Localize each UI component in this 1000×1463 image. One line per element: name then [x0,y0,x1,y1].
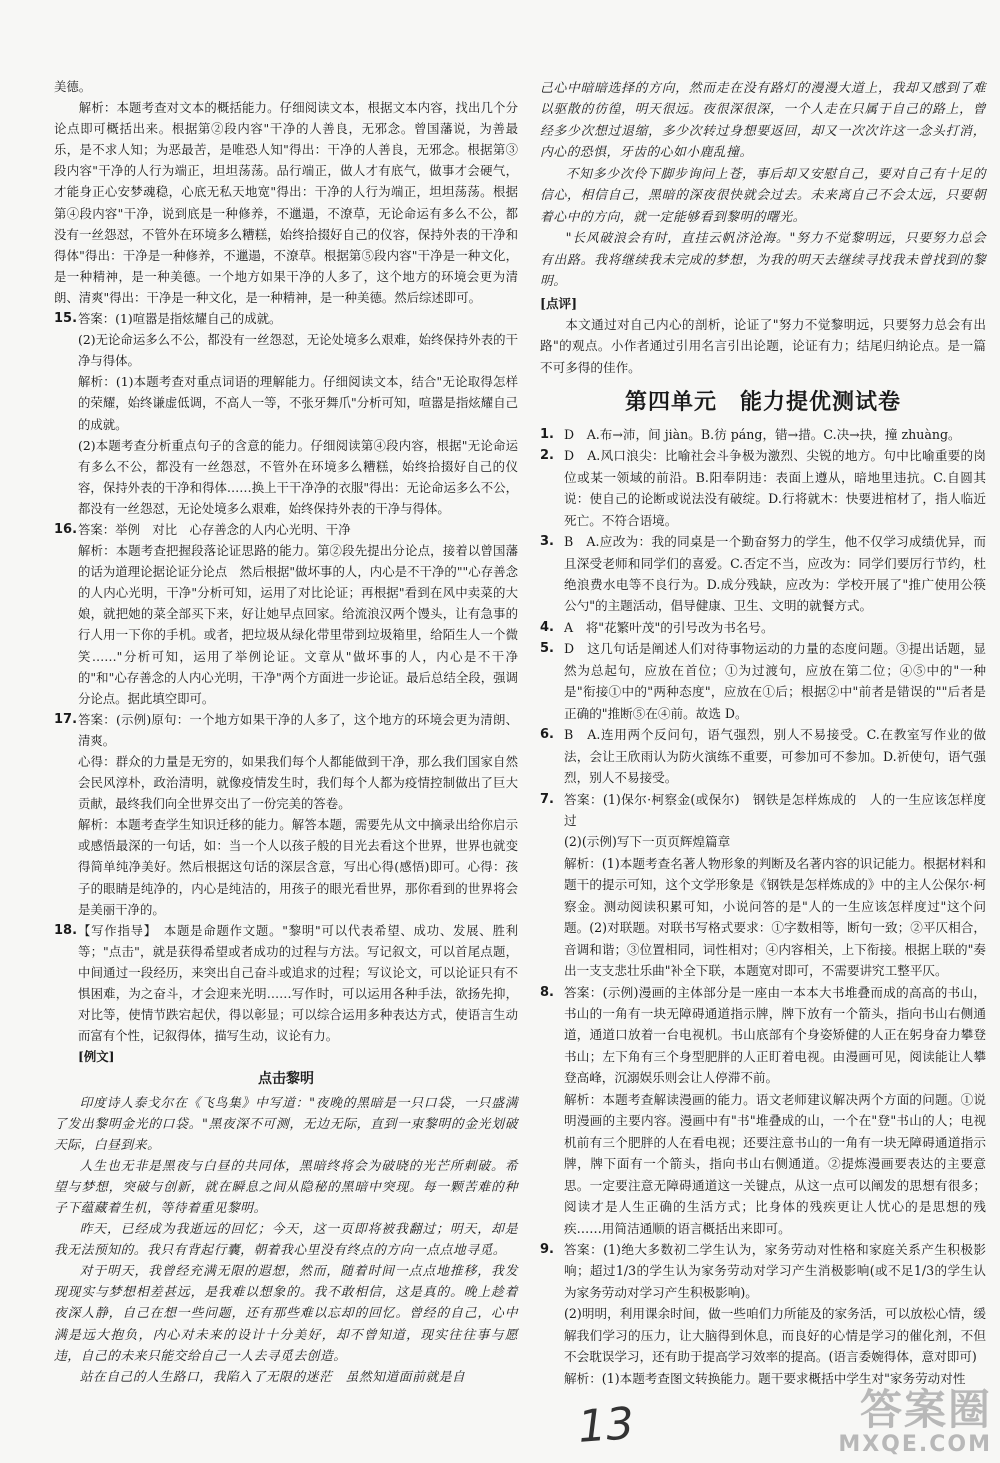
analysis-paragraph: 解析：本题考查学生知识迁移的能力。解答本题，需要先从文中摘录出给你启示或感悟最深的一句话，如：当一个人以孩子般的目光去看这个世界，世界也就变得简单纯净美好。然后根据这句话的深层含意，写出心得(感悟)即可。心得：孩子的眼睛是纯净的，内心是纯洁的，用孩子的眼光看世界，那你看到的世界将会是美丽干净的。 [78,817,518,917]
answer-line: D A.布→沛，间 jiàn。B.彷 páng，错→措。C.决→抉，撞 zhuàng。 [564,426,961,442]
analysis-paragraph: 解析：本题考查解读漫画的能力。语文老师建议解决两个方面的问题。①说明漫画的主要内容。漫画中有"书"堆叠成的山，一个在"登"书山的人；电视机前有三个肥胖的人在看电视；还要注意书山的一角有一块无障碍通道指示牌，牌下面有一个箭头，指向书山右侧通道。②提炼漫画要表达的主要意思。一定要注意无障碍通道这一关键点，从这一点可以阐发的思想有很多；阅读才是人生正确的生活方式；比身体的残疾更让人忧心的是思想的残疾……用简洁通顺的语言概括出来即可。 [564,1091,986,1236]
essay-paragraph: 己心中暗暗选择的方向，然而走在没有路灯的漫漫大道上，我却又感到了难以驱散的彷徨，明天很远。夜很深很深，一个人走在只属于自己的路上，曾经多少次想过退缩，多少次转过身想要返回，却又一次次许这一念头打消，内心的恐惧，牙齿的心如小鹿乱撞。 [540,81,986,161]
unit-title: 第四单元 能力提优测试卷 [624,390,901,416]
question-number: 2. [540,448,554,464]
question-number: 4. [540,619,554,635]
answer-line: D A.风口浪尖：比喻社会斗争极为激烈、尖锐的地方。句中比喻重要的岗位或某一领域的前沿。B.阳奉阴违：表面上遵从，暗地里违抗。C.自圆其说：使自己的论断或说法没有破绽。D.行将就木：快要进棺材了，指人临近死亡。不符合语境。 [564,448,986,528]
question-8 [540,982,986,1239]
question-number: 3. [540,534,554,550]
question-number: 5. [540,641,554,657]
right-column [540,78,986,1389]
left-column [54,76,518,1388]
analysis-paragraph: 解析：(1)本题考查图文转换能力。题干要求概括中学生对"家务劳动对性 [564,1370,966,1386]
question-3 [540,531,986,617]
question-1 [540,424,986,445]
question-number: 1. [540,426,554,442]
question-9 [540,1239,986,1389]
question-4 [540,617,986,638]
question-7 [540,789,986,982]
analysis-paragraph: 解析：(1)本题考查对重点词语的理解能力。仔细阅读文本，结合"无论取得怎样的荣耀，始终谦虚低调，不高人一等，不张牙舞爪"分析可知，喧嚣是指炫耀自己的成就。 [78,374,518,432]
text-line: 美德。 [54,79,92,94]
answer-line: 答案：(1)喧嚣是指炫耀自己的成就。 [78,311,282,327]
essay-paragraph: 不知多少次伶下脚步询问上苍，事后却又安慰自己，要对自己有十足的信心，相信自己，黑暗的深夜很快就会过去。未来离自己不会太远，只要朝着心中的方向，就一定能够看到黎明的曙光。 [540,166,986,225]
writing-guide: 【写作指导】 本题是命题作文题。"黎明"可以代表希望、成功、发展、胜利等；"点击"，就是获得希望或者成功的过程与方法。写记叙文，可以首尾点题，中间通过一段经历，来突出自己奋斗或追求的过程；写议论文，可以论证只有不惧困难，为之奋斗，才会迎来光明……写作时，可以运用各种手法，欲扬先抑，对比等，使情节跌宕起伏，得以彰显；可以综合运用多种表达方式，使语言生动而富有个性，记叙得体，描写生动，议论有力。 [78,922,518,1044]
answer-line: 心得：群众的力量是无穷的，如果我们每个人都能做到干净，那么我们国家自然会民风淳朴，政治清明，就像疫情发生时，我们每个人都为疫情控制做出了巨大贡献，最终我们向全世界交出了一份完美的答卷。 [78,754,518,812]
analysis-paragraph: 解析：本题考查对文本的概括能力。仔细阅读文本，根据文本内容，找出几个分论点即可概括出来。根据第②段内容"干净的人善良，无邪念。曾国藩说，为善最乐，是不求人知；为恶最苦，是唯恐人知"得出：干净的人善良，无邪念。根据第③段内容"干净的人行为端正，坦坦荡荡。品行端正，做人才有底气，做事才会硬气，才能身正心安梦魂稳，心底无私天地宽"得出：干净的人行为端正，坦坦荡荡。根据第④段内容"干净，说到底是一种修养，不邋遢，不潦草，无论命运有多么不公，都没有一丝怨怼，不管外在环境多么糟糕，始终拾掇好自己的仪容，保持外表的干净和得体"得出：干净是一种修养，不邋遢，不潦草。根据第⑤段内容"干净是一种文化，是一种精神，是一种美德。一个地方如果干净的人多了，这个地方的环境会更为清朗、清爽"得出：干净是一种文化，是一种精神，是一种美德。然后综述即可。 [54,100,518,305]
answer-line: B A.应改为：我的同桌是一个勤奋努力的学生，他不仅学习成绩优异，而且深受老师和同学们的喜爱。C.否定不当，应改为：同学们要厉行节约，杜绝浪费水电等不良行为。D.成分残缺，应改为：学校开展了"推广使用公筷公勺"的主题活动，倡导健康、卫生、文明的就餐方式。 [564,534,986,614]
answer-line: 答案：(示例)原句：一个地方如果干净的人多了，这个地方的环境会更为清朗、清爽。 [78,711,518,748]
question-number: 18. [54,922,78,938]
analysis-paragraph: 解析：本题考查把握段落论证思路的能力。第②段先提出分论点，接着以曾国藩的话为道理论据论证分论点 然后根据"做坏事的人，内心是不干净的""心存善念的人内心光明，干净"分析可知，运用了对比论证；再根据"看到在风中卖菜的大娘，就把她的菜全部买下来，好让她早点回家。给流浪汉两个馒头，让有急事的行人用一下你的手机。或者，把垃圾从绿化带里带到垃圾箱里，给陌生人一个微笑……"分析可知，运用了举例论证。文章从"做坏事的人，内心是不干净的"和"心存善念的人内心光明，干净"两个方面进一步论证。最后总结全段，强调分论点。据此填空即可。 [78,543,518,706]
essay-paragraph: 站在自己的人生路口，我陷入了无限的迷茫 虽然知道面前就是自 [79,1369,466,1385]
question-6 [540,724,986,788]
comment-label: [点评] [540,295,578,311]
page-number: 13 [576,1398,636,1453]
question-number: 17. [54,711,78,727]
question-17 [54,709,518,920]
question-number: 8. [540,984,554,1000]
answer-line: D 这几句话是阐述人们对待事物运动的力量的态度问题。③提出话题，显然为总起句，应放在首位；①为过渡句，应放在第二位；④⑤中的"一种是"衔接①中的"两种态度"，应放在①后；根据②中"前者是错误的""后者是正确的"推断⑤在④前。故选 D。 [564,641,986,721]
question-15 [54,308,518,519]
essay-title: 点击黎明 [258,1071,314,1088]
answer-line: 答案：(1)绝大多数初二学生认为，家务劳动对性格和家庭关系产生积极影响；超过1/3的学生认为家务劳动对学习产生消极影响(或不足1/3的学生认为家务劳动对学习产生积极影响)。 [564,1242,986,1300]
analysis-paragraph: (2)本题考查分析重点句子的含意的能力。仔细阅读第④段内容，根据"无论命运有多么不公，都没有一丝怨怼，不管外在环境多么糟糕，始终拾掇好自己的仪容，保持外表的干净和得体……换上干干净净的衣服"得出：无论命运多么不公，都没有一丝怨怼，无论处境多么艰难，始终保持外表的干净与得体。 [78,437,518,516]
comment-paragraph: 本文通过对自己内心的剖析，论证了"努力不觉黎明远，只要努力总会有出路"的观点。小作者通过引用名言引出论题，论证有力；结尾归纳论点。是一篇不可多得的佳作。 [540,316,986,375]
answer-line: (2)无论命运多么不公，都没有一丝怨怼，无论处境多么艰难，始终保持外表的干净与得体。 [78,332,518,369]
answer-line: (2)(示例)写下一页页辉煌篇章 [564,834,731,850]
question-number: 9. [540,1242,554,1258]
watermark-logo [838,1385,992,1457]
essay-paragraph: 印度诗人泰戈尔在《飞鸟集》中写道："夜晚的黑暗是一只口袋，一只盛满了发出黎明金光的口袋。"黑夜深不可测，无边无际，直到一束黎明的金光划破天际，白昼到来。 [54,1095,518,1153]
watermark-text: 答案圈 [859,1385,992,1434]
answer-line: 答案：(示例)漫画的主体部分是一座由一本本大书堆叠而成的高高的书山，书山的一角有一块无障碍通道指示牌，牌下放有一个箭头，指向书山右侧通道，通道口放着一台电视机。书山底部有个身姿矫健的人正在躬身奋力攀登书山；左下角有三个身型肥胖的人正盯着电视。由漫画可见，阅读能让人攀登高峰，沉溺娱乐则会让人停滞不前。 [564,984,986,1086]
essay-paragraph: "长风破浪会有时，直挂云帆济沧海。"努力不觉黎明远，只要努力总会有出路。我将继续我未完成的梦想，为我的明天去继续寻找我未曾找到的黎明。 [540,231,986,290]
question-number: 15. [54,311,78,327]
essay-paragraph: 对于明天，我曾经充满无限的遐想，然而，随着时间一点点地推移，我发现现实与梦想相差甚远，是我难以想象的。我不敢相信，这是真的。晚上趁着夜深人静，自己在想一些问题，还有那些难以忘却的回忆。曾经的自己，心中满是远大抱负，内心对未来的设计十分美好，却不曾知道，现实往往事与愿违，自己的未来只能交给自己一人去寻觅去创造。 [54,1264,518,1364]
answer-line: 答案：举例 对比 心存善念的人内心光明、干净 [78,521,351,537]
essay-paragraph: 人生也无非是黑夜与白昼的共同体，黑暗终将会为破晓的光芒所刺破。希望与梦想，突破与创新，就在瞬息之间从隐秘的黑暗中突现。每一颗苦难的种子下蕴藏着生机，等待着重见黎明。 [54,1158,518,1216]
question-16 [54,519,518,709]
question-number: 7. [540,791,554,807]
question-number: 6. [540,727,554,743]
watermark-url: MXQE.COM [838,1432,992,1457]
question-number: 16. [54,521,78,537]
essay-paragraph: 昨天，已经成为我逝远的回忆；今天，这一页即将被我翻过；明天，却是我无法预知的。我只有背起行囊，朝着我心里没有终点的方向一点点地寻觅。 [54,1222,518,1259]
analysis-paragraph: 解析：(1)本题考查名著人物形象的判断及名著内容的识记能力。根据材料和题干的提示可知，这个文学形象是《钢铁是怎样炼成的》中的主人公保尔·柯察金。测动阅读积累可知，小说问答的是"人的一生应该怎样度过"这个问题。(2)对联题。对联书写格式要求：①字数相等，断句一致；②平仄相合，音调和谐；③位置相同，词性相对；④内容相关，上下衔接。根据上联的"奏出一支支悲壮乐曲"补全下联，本题宽对即可，不需要讲究工整平仄。 [564,855,986,979]
answer-line: B A.连用两个反问句，语气强烈，别人不易接受。C.在教室写作业的做法，会让王欣雨认为防火演练不重要，可参加可不参加。D.祈使句，语气强烈，别人不易接受。 [564,727,986,786]
example-label: [例文] [78,1049,115,1065]
answer-line: 答案：(1)保尔·柯察金(或保尔) 钢铁是怎样炼成的 人的一生应该怎样度过 [564,791,986,828]
answer-line: (2)明明，利用课余时间，做一些咱们力所能及的家务活，可以放松心情，缓解我们学习的压力，让大脑得到休息，而良好的心情是学习的催化剂，不但不会耽误学习，还有助于提高学习效率的提高。(语言委婉得体，意对即可) [564,1306,986,1365]
answer-line: A 将"花繁叶茂"的引号改为书名号。 [564,619,774,635]
question-2 [540,445,986,531]
question-18 [54,920,518,1068]
question-5 [540,638,986,724]
